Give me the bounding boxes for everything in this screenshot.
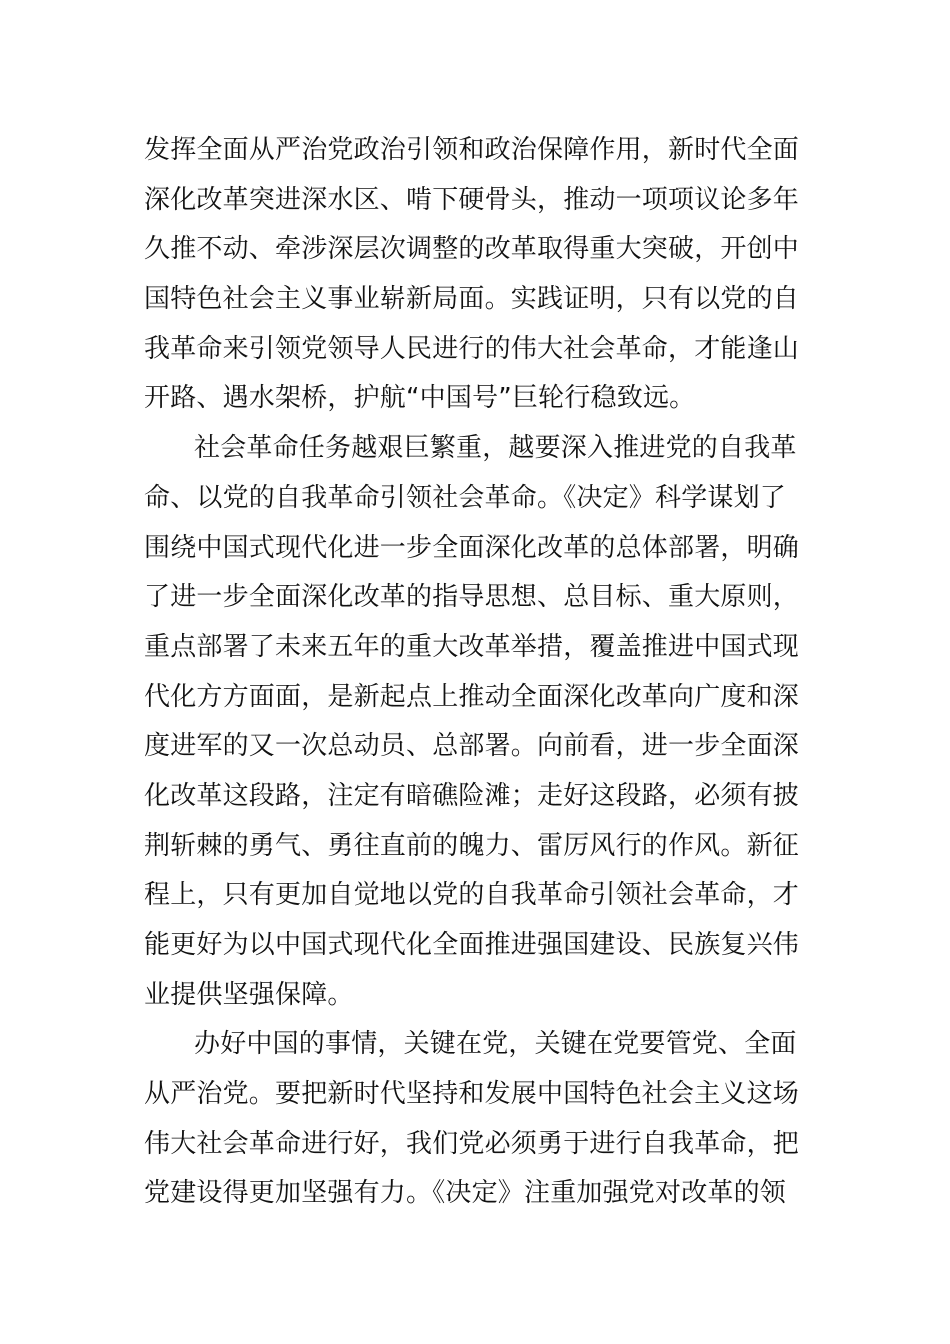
paragraph-1-line-4: 国特色社会主义事业崭新局面。实践证明，只有以党的自 [144,284,800,315]
paragraph-2-line-9: 荆斩棘的勇气、勇往直前的魄力、雷厉风行的作风。新征 [144,830,800,861]
paragraph-1-line-1: 发挥全面从严治党政治引领和政治保障作用，新时代全面 [144,135,800,165]
paragraph-2-line-6: 代化方方面面，是新起点上推动全面深化改革向广度和深 [144,681,800,712]
paragraph-3-line-2: 从严治党。要把新时代坚持和发展中国特色社会主义这场 [144,1079,800,1110]
paragraph-2-line-2: 命、以党的自我革命引领社会革命。《决定》科学谋划了 [144,482,787,513]
paragraph-2-line-12: 业提供坚强保障。 [144,979,354,1010]
document-body [144,126,809,1219]
paragraph-2-line-3: 围绕中国式现代化进一步全面深化改革的总体部署，明确 [144,532,800,563]
paragraph-1-line-6: 开路、遇水架桥，护航“中国号”巨轮行稳致远。 [144,383,696,414]
paragraph-2-line-7: 度进军的又一次总动员、总部署。向前看，进一步全面深 [144,731,800,762]
paragraph-2-line-4: 了进一步全面深化改革的指导思想、总目标、重大原则， [144,582,800,613]
paragraph-1-line-2: 深化改革突进深水区、啃下硬骨头，推动一项项议论多年 [144,184,800,215]
paragraph-3-line-3: 伟大社会革命进行好，我们党必须勇于进行自我革命，把 [144,1128,800,1159]
paragraph-2-line-10: 程上，只有更加自觉地以党的自我革命引领社会革命，才 [144,880,800,911]
paragraph-1-line-5: 我革命来引领党领导人民进行的伟大社会革命，才能逢山 [144,333,800,364]
paragraph-1-line-3: 久推不动、牵涉深层次调整的改革取得重大突破，开创中 [144,234,800,265]
paragraph-2-line-5: 重点部署了未来五年的重大改革举措，覆盖推进中国式现 [144,631,800,662]
paragraph-3-line-1: 办好中国的事情，关键在党，关键在党要管党、全面 [194,1029,797,1060]
paragraph-2-line-8: 化改革这段路，注定有暗礁险滩；走好这段路，必须有披 [144,780,800,811]
paragraph-3-line-4: 党建设得更加坚强有力。《决定》注重加强党对改革的领 [144,1178,787,1209]
paragraph-2-line-11: 能更好为以中国式现代化全面推进强国建设、民族复兴伟 [144,930,800,960]
paragraph-2-line-1: 社会革命任务越艰巨繁重，越要深入推进党的自我革 [194,433,797,464]
